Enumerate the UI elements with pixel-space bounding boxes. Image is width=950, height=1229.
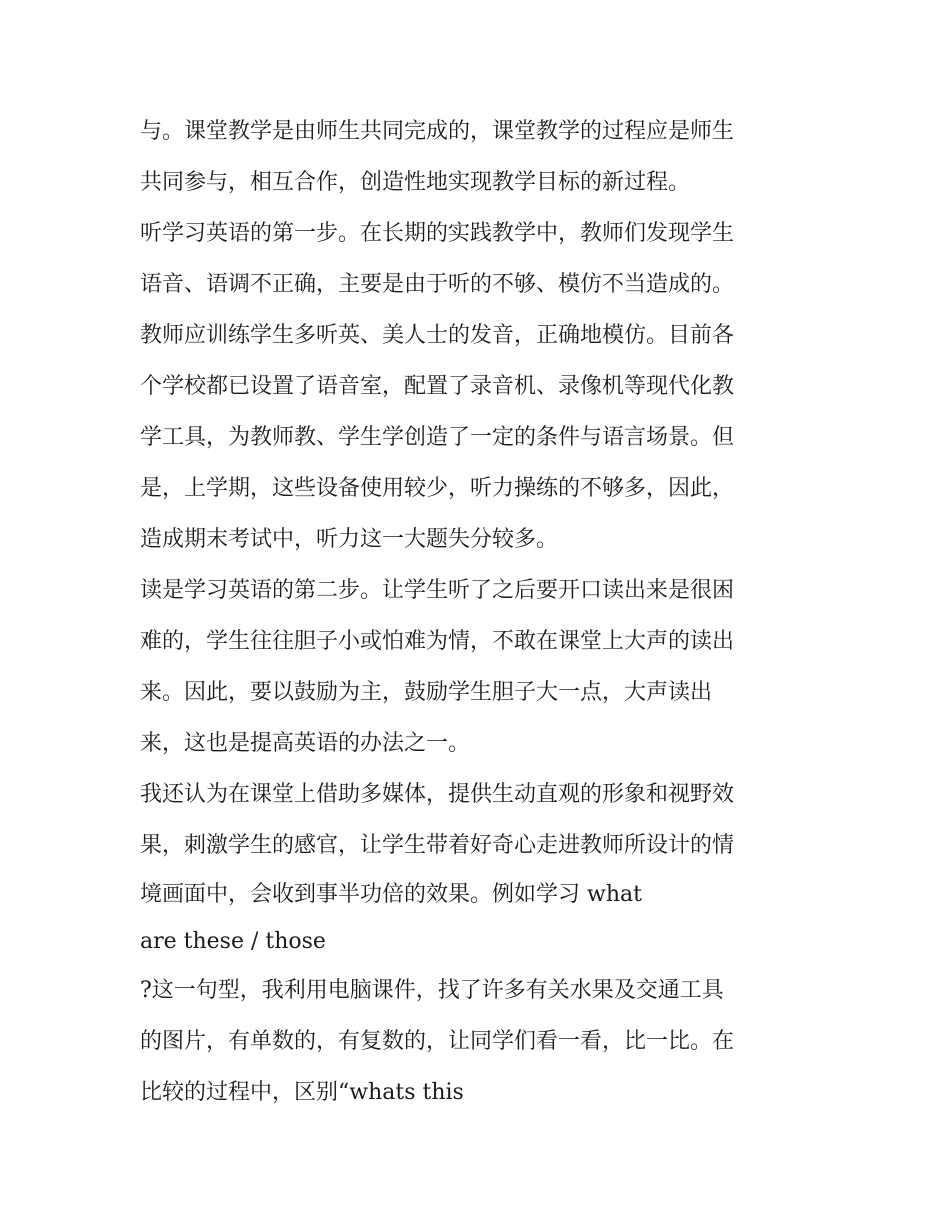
text-line: 难的，学生往往胆子小或怕难为情，不敢在课堂上大声的读出 [140,629,735,654]
text-line: 学工具，为教师教、学生学创造了一定的条件与语言场景。但 [140,425,735,450]
text-line: 来，这也是提高英语的办法之一。 [140,731,471,756]
text-line: 果，刺激学生的感官，让学生带着好奇心走进教师所设计的情 [140,833,735,858]
text-line: 语音、语调不正确，主要是由于听的不够、模仿不当造成的。 [140,272,735,297]
text-line: 个学校都已设置了语音室，配置了录音机、录像机等现代化教 [140,374,735,399]
text-line: 是，上学期，这些设备使用较少，听力操练的不够多，因此， [140,476,735,501]
text-line: 来。因此，要以鼓励为主，鼓励学生胆子大一点，大声读出 [140,680,713,705]
text-line: 听学习英语的第一步。在长期的实践教学中，教师们发现学生 [140,221,735,246]
text-line: 比较的过程中，区别“whats this [140,1080,464,1105]
body-text [140,106,830,1118]
text-line: ?这一句型，我利用电脑课件，找了许多有关水果及交通工具 [140,978,724,1003]
text-line: 的图片，有单数的，有复数的，让同学们看一看，比一比。在 [140,1029,735,1054]
text-line: 我还认为在课堂上借助多媒体，提供生动直观的形象和视野效 [140,782,735,807]
text-line: are these / those [140,929,326,954]
text-line: 教师应训练学生多听英、美人士的发音，正确地模仿。目前各 [140,323,735,348]
text-line: 读是学习英语的第二步。让学生听了之后要开口读出来是很困 [140,578,735,603]
text-line: 与。课堂教学是由师生共同完成的，课堂教学的过程应是师生 [140,119,735,144]
text-line: 造成期末考试中，听力这一大题失分较多。 [140,527,559,552]
text-line: 境画面中，会收到事半功倍的效果。例如学习 what [140,882,642,907]
text-line: 共同参与，相互合作，创造性地实现教学目标的新过程。 [140,170,691,195]
